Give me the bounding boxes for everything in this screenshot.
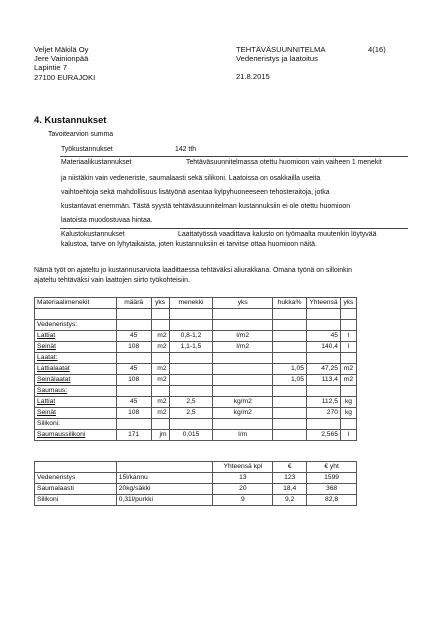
table-row xyxy=(35,397,357,408)
table-header-cell: € xyxy=(273,462,307,473)
table-cell: 171 xyxy=(116,430,151,441)
table-cell: Lattiat xyxy=(35,397,117,408)
table-cell: 112,5 xyxy=(306,397,340,408)
table-cell: 2,5 xyxy=(169,408,213,419)
table-cell xyxy=(151,320,169,331)
table-cell: l xyxy=(340,430,356,441)
page-number: 4(16) xyxy=(368,45,386,54)
table-row xyxy=(35,430,357,441)
table-cell xyxy=(273,430,307,441)
table-cell: m2 xyxy=(151,331,169,342)
table-cell: Saumaussilikoni xyxy=(35,430,117,441)
material-cost-label: Materiaalikustannukset xyxy=(61,159,132,166)
table-cell: 18,4 xyxy=(273,484,307,495)
table-row xyxy=(35,320,357,331)
table-cell xyxy=(273,309,307,320)
table-cell xyxy=(213,386,273,397)
table-cell: 45 xyxy=(116,331,151,342)
table-cell xyxy=(273,419,307,430)
table-cell: Lattiat xyxy=(35,331,117,342)
summary-label: Tavoitearvion summa xyxy=(48,131,114,138)
table-cell xyxy=(306,309,340,320)
table-header-cell xyxy=(116,462,213,473)
material-text-line-5: laatoista muodostuvaa hintaa. xyxy=(61,217,153,224)
table-cell: 20 xyxy=(213,484,273,495)
table-cell xyxy=(169,353,213,364)
note-line-1: Nämä työt on ajateltu jo kustannusarviota laadittaessa tehtäväksi aliurakkana. Omana työnä on silloinkin xyxy=(34,267,352,274)
table-cell xyxy=(273,320,307,331)
table-header-cell: menekki xyxy=(169,298,213,309)
table-header-cell: yks xyxy=(213,298,273,309)
table-cell xyxy=(273,408,307,419)
table-cell: 368 xyxy=(307,484,357,495)
table-cell: kg/m2 xyxy=(213,397,273,408)
table-cell: Seinät xyxy=(35,342,117,353)
table-cell: jm xyxy=(151,430,169,441)
table-cell: Seinälaatat xyxy=(35,375,117,386)
postal-address: 27100 EURAJOKI xyxy=(34,72,96,82)
table-cell xyxy=(306,419,340,430)
table-row xyxy=(35,342,357,353)
table-cell: 0,31l/purkki xyxy=(116,495,213,506)
street-address: Lapintie 7 xyxy=(34,63,67,73)
table-cell: 113,4 xyxy=(306,375,340,386)
section-title: 4. Kustannukset xyxy=(34,114,107,125)
material-text-line-2: ja niistäkin vain vedeneriste, saumalaasti sekä silikoni. Laatoissa on osakkailla useita xyxy=(61,175,321,182)
table-cell: 45 xyxy=(116,364,151,375)
table-cell xyxy=(169,309,213,320)
document-date: 21.8.2015 xyxy=(236,72,270,81)
table-cell: 9,2 xyxy=(273,495,307,506)
note-line-2: ajateltu tehtäväksi vain laattojen siirto työkohteisiin. xyxy=(34,277,190,284)
table-cell: m2 xyxy=(340,364,356,375)
table-cell: 15l/kannu xyxy=(116,473,213,484)
table-cell xyxy=(213,353,273,364)
table-row xyxy=(35,473,357,484)
table-header-cell: yks xyxy=(151,298,169,309)
labor-cost-label: Työkustannukset xyxy=(61,146,113,153)
table-cell xyxy=(273,342,307,353)
table-row xyxy=(35,309,357,320)
table-cell xyxy=(273,353,307,364)
table-cell: 140,4 xyxy=(306,342,340,353)
table-cell: Lattialaatat xyxy=(35,364,117,375)
table-cell: 1599 xyxy=(307,473,357,484)
table-row xyxy=(35,419,357,430)
table-cell xyxy=(169,375,213,386)
document-title: TEHTÄVÄSUUNNITELMA xyxy=(236,45,326,54)
table-cell xyxy=(169,320,213,331)
table-cell: 2,565 xyxy=(306,430,340,441)
table-header-cell: Materiaalimenekit xyxy=(35,298,117,309)
table-cell: Silikoni: xyxy=(35,419,117,430)
table-cell xyxy=(273,331,307,342)
table-cell: m2 xyxy=(151,342,169,353)
table-cell xyxy=(169,419,213,430)
table-cell xyxy=(340,353,356,364)
equipment-cost-label: Kalustokustannukset xyxy=(61,231,125,238)
table-cell: kg xyxy=(340,408,356,419)
table-row xyxy=(35,495,357,506)
company-name: Veljet Mäkilä Oy xyxy=(34,45,89,54)
table-cell xyxy=(306,353,340,364)
table-cell: 108 xyxy=(116,408,151,419)
table-cell xyxy=(151,309,169,320)
table-cell xyxy=(169,364,213,375)
cost-summary-table xyxy=(34,461,357,506)
table-cell xyxy=(340,419,356,430)
table-cell: Laatat: xyxy=(35,353,117,364)
table-cell: 1,05 xyxy=(273,375,307,386)
table-cell xyxy=(151,386,169,397)
table-header-cell xyxy=(35,462,117,473)
table-cell xyxy=(213,375,273,386)
table-row xyxy=(35,364,357,375)
table-cell: Seinät xyxy=(35,408,117,419)
table-cell: 0,8-1,2 xyxy=(169,331,213,342)
table-cell: 9 xyxy=(213,495,273,506)
table-cell: m2 xyxy=(151,408,169,419)
table-cell xyxy=(213,309,273,320)
table-cell: Saumaus: xyxy=(35,386,117,397)
equipment-text-line-1: Laattatyössä vaadittava kalusto on työmaalta muutenkin löytyvää xyxy=(178,231,377,238)
table-cell xyxy=(273,386,307,397)
table-cell: l xyxy=(340,342,356,353)
table-cell: 47,25 xyxy=(306,364,340,375)
table-cell: 1,1-1,5 xyxy=(169,342,213,353)
table-cell xyxy=(151,419,169,430)
divider-line xyxy=(60,156,408,157)
table-cell: Vedeneristys xyxy=(35,473,117,484)
material-consumption-table xyxy=(34,297,357,441)
table-cell: 0,015 xyxy=(169,430,213,441)
table-cell: 20kg/säkki xyxy=(116,484,213,495)
table-cell: m2 xyxy=(151,364,169,375)
table-cell: l xyxy=(340,331,356,342)
table-row xyxy=(35,408,357,419)
table-row xyxy=(35,375,357,386)
table-header-cell: € yht xyxy=(307,462,357,473)
divider-line xyxy=(60,228,408,229)
table-cell: 108 xyxy=(116,375,151,386)
table-cell xyxy=(213,320,273,331)
table-header-cell: yks xyxy=(340,298,356,309)
table-row xyxy=(35,353,357,364)
table-cell: m2 xyxy=(151,397,169,408)
table-cell xyxy=(116,353,151,364)
table-cell xyxy=(116,386,151,397)
material-text-line-1: Tehtäväsuunnitelmassa otettu huomioon vain vaiheen 1 menekit xyxy=(186,159,382,166)
table-cell: 13 xyxy=(213,473,273,484)
table-cell xyxy=(35,309,117,320)
table-cell xyxy=(340,386,356,397)
company-address xyxy=(34,45,95,82)
table-cell: l/m2 xyxy=(213,331,273,342)
table-row xyxy=(35,331,357,342)
table-cell xyxy=(151,353,169,364)
table-cell xyxy=(340,309,356,320)
table-cell xyxy=(306,386,340,397)
table-header-cell: Yhteensä xyxy=(306,298,340,309)
table-cell xyxy=(213,419,273,430)
table-cell: 45 xyxy=(306,331,340,342)
table-cell xyxy=(116,320,151,331)
table-cell: m2 xyxy=(340,375,356,386)
table-cell xyxy=(116,309,151,320)
table-header-row xyxy=(35,298,357,309)
equipment-text-line-2: kalustoa, tarve on lyhytaikaista, joten kustannuksiin ei tarvitse ottaa huomioon näitä. xyxy=(61,241,317,248)
table-header-cell: määrä xyxy=(116,298,151,309)
table-cell: kg xyxy=(340,397,356,408)
author-name: Jere Vainionpää xyxy=(34,54,89,64)
table-header-cell: Yhteensä kpl xyxy=(213,462,273,473)
table-cell: 82,8 xyxy=(307,495,357,506)
labor-cost-value: 142 tth xyxy=(175,146,197,153)
table-cell: 108 xyxy=(116,342,151,353)
table-cell xyxy=(213,364,273,375)
table-header-row xyxy=(35,462,357,473)
table-cell: Silikoni xyxy=(35,495,117,506)
table-cell: 123 xyxy=(273,473,307,484)
table-row xyxy=(35,386,357,397)
table-cell xyxy=(340,320,356,331)
table-cell: Vedeneristys: xyxy=(35,320,117,331)
table-cell: Saumalaasti xyxy=(35,484,117,495)
table-cell: l/m2 xyxy=(213,342,273,353)
table-cell: 270 xyxy=(306,408,340,419)
material-text-line-3: vaihtoehtoja sekä mahdollisuus lisätyönä asentaa kylpyhuoneeseen tehosteraitoja, jotka xyxy=(61,189,330,196)
table-cell: 1,05 xyxy=(273,364,307,375)
table-cell: 2,5 xyxy=(169,397,213,408)
table-cell: 45 xyxy=(116,397,151,408)
table-header-cell: hukka% xyxy=(273,298,307,309)
table-cell: l/m xyxy=(213,430,273,441)
table-cell xyxy=(273,397,307,408)
table-row xyxy=(35,484,357,495)
table-cell: m2 xyxy=(151,375,169,386)
table-cell: kg/m2 xyxy=(213,408,273,419)
table-cell xyxy=(116,419,151,430)
material-text-line-4: kustantavat enemmän. Tästä syystä tehtäväsuunnitelman kustannuksiin ei ole otettu huomioon xyxy=(61,203,351,210)
table-cell xyxy=(306,320,340,331)
table-cell xyxy=(169,386,213,397)
document-subtitle: Vedeneristys ja laatoitus xyxy=(236,54,318,63)
